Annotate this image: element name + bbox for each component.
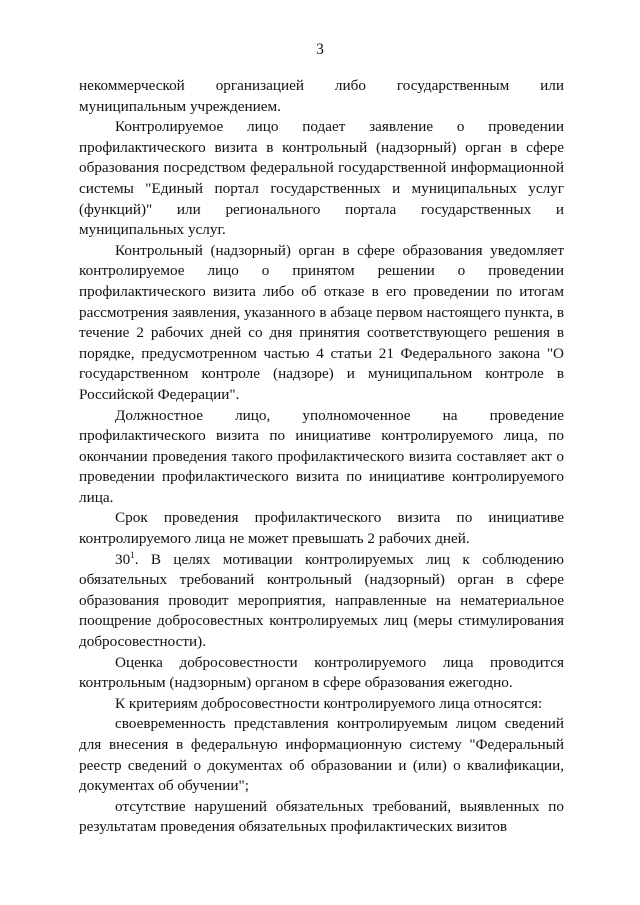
paragraph: Должностное лицо, уполномоченное на проведение профилактического визита по инициативе контролируемого лица, по окончании проведения такого профилактического визита составляет акт о проведении профилактического визита по инициативе контролируемого лица. — [79, 406, 564, 506]
paragraph: отсутствие нарушений обязательных требований, выявленных по результатам проведения обязательных профилактических визитов — [79, 797, 564, 836]
clause-superscript: 1 — [130, 549, 135, 560]
paragraph-clause-30-1 — [79, 550, 564, 653]
paragraph: Контрольный (надзорный) орган в сфере образования уведомляет контролируемое лицо о принятом решении о проведении профилактического визита либо об отказе в его проведении по итогам рассмотрения заявления, указанного в абзаце первом настоящего пункта, в течение 2 рабочих дней со дня принятия соответствующего решения в порядке, предусмотренном частью 4 статьи 21 Федерального закона "О государственном контроле (надзоре) и муниципальном контроле в Российской Федерации". — [79, 241, 564, 403]
paragraph: К критериям добросовестности контролируемого лица относятся: — [115, 694, 543, 712]
paragraph: Срок проведения профилактического визита по инициативе контролируемого лица не может превышать 2 рабочих дней. — [79, 509, 564, 548]
clause-number: 30 — [115, 550, 131, 568]
document-body — [79, 76, 564, 838]
clause-text: . В целях мотивации контролируемых лиц к соблюдению обязательных требований контрольный (надзорный) орган в сфере образования проводит мероприятия, направленные на нематериальное поощрение добросовестных контролируемых лиц (меры стимулирования добросовестности). — [79, 550, 564, 651]
page-number: 3 — [316, 41, 324, 58]
paragraph: некоммерческой организацией либо государственным или муниципальным учреждением. — [79, 77, 564, 115]
paragraph: Контролируемое лицо подает заявление о проведении профилактического визита в контрольный (надзорный) орган в сфере образования посредством федеральной государственной информационной системы "Единый портал государственных и муниципальных услуг (функций)" или регионального портала государственных и муниципальных услуг. — [79, 118, 564, 239]
paragraph: Оценка добросовестности контролируемого лица проводится контрольным (надзорным) органом в сфере образования ежегодно. — [79, 653, 564, 692]
paragraph: своевременность представления контролируемым лицом сведений для внесения в федеральную информационную систему "Федеральный реестр сведений о документах об образовании и (или) о квалификации, документах об обучении"; — [79, 715, 564, 795]
